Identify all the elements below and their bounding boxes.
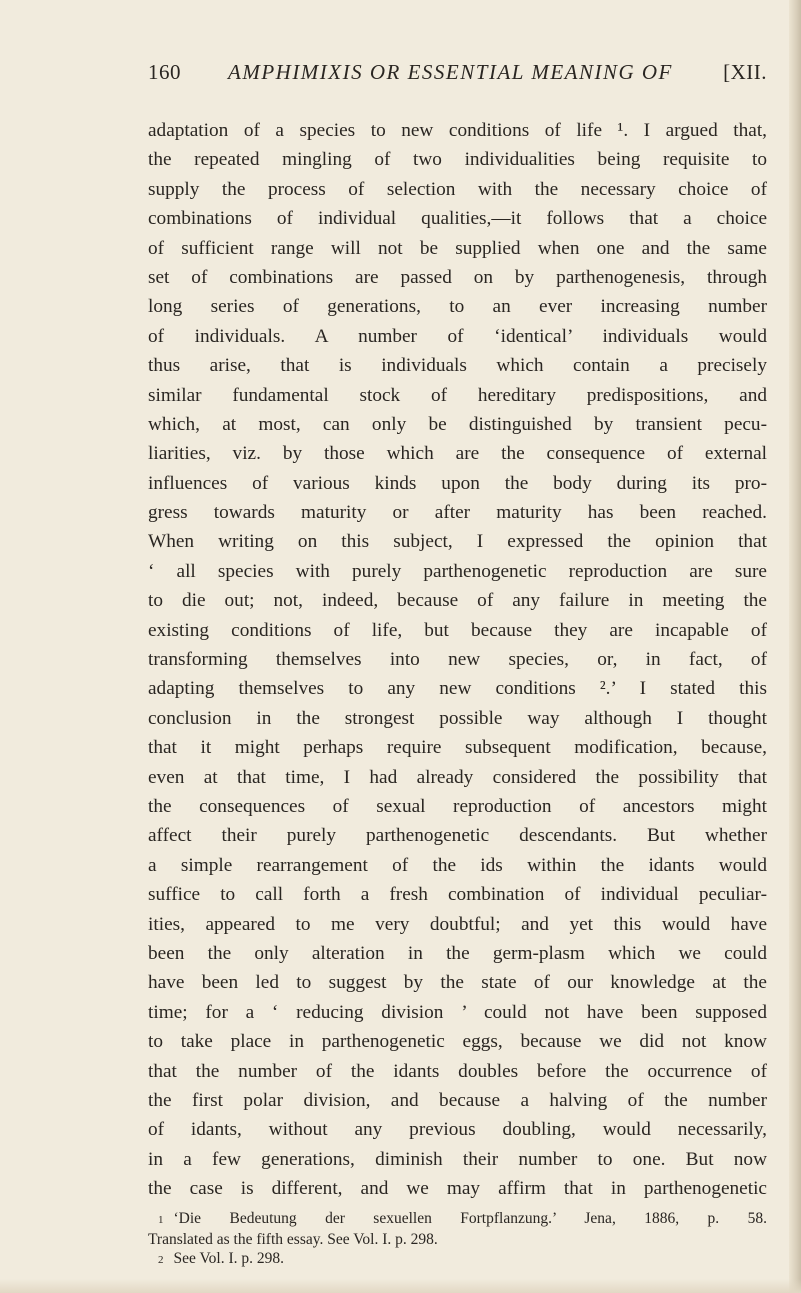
text-line: set of combinations are passed on by parthenogenesis, through (148, 266, 767, 288)
book-page (148, 60, 767, 1270)
text-line: existing conditions of life, but because they are incapable of (148, 619, 767, 641)
text-line: adaptation of a species to new conditions of life ¹. I argued that, (148, 120, 767, 141)
text-line: of sufficient range will not be supplied when one and the same (148, 237, 767, 259)
footnote-1 (148, 1209, 767, 1230)
text-line: that it might perhaps require subsequent modification, because, (148, 737, 767, 759)
text-line: affect their purely parthenogenetic descendants. But whether (148, 825, 767, 847)
running-header (148, 60, 767, 90)
text-line: long series of generations, to an ever increasing number (148, 296, 767, 318)
text-line: supply the process of selection with the necessary choice of (148, 178, 767, 200)
text-line: the case is different, and we may affirm that in parthenogenetic (148, 1178, 767, 1200)
text-line: in a few generations, diminish their number to one. But now (148, 1148, 767, 1170)
text-line: liarities, viz. by those which are the consequence of external (148, 443, 767, 465)
text-line: a simple rearrangement of the ids within the idants would (148, 854, 767, 876)
text-line: gress towards maturity or after maturity has been reached. (148, 502, 767, 524)
text-line: ities, appeared to me very doubtful; and yet this would have (148, 913, 767, 935)
text-line: that the number of the idants doubles before the occurrence of (148, 1060, 767, 1082)
running-title: AMPHIMIXIS OR ESSENTIAL MEANING OF (228, 60, 673, 84)
body-text (148, 116, 767, 1203)
footnote-1-text: ‘Die Bedeutung der sexuellen Fortpflanzung.’ Jena, 1886, p. 58. (173, 1210, 767, 1228)
text-line: adapting themselves to any new conditions ².’ I stated this (148, 678, 767, 700)
text-line: ‘ all species with purely parthenogenetic reproduction are sure (148, 560, 767, 582)
text-line: thus arise, that is individuals which contain a precisely (148, 355, 767, 377)
text-line: influences of various kinds upon the body during its pro- (148, 472, 767, 494)
text-line: the first polar division, and because a halving of the number (148, 1089, 767, 1111)
text-line: the consequences of sexual reproduction of ancestors might (148, 795, 767, 817)
text-line: of idants, without any previous doubling, would necessarily, (148, 1119, 767, 1141)
footnote-1-mark: 1 (158, 1214, 164, 1227)
text-line: to take place in parthenogenetic eggs, because we did not know (148, 1031, 767, 1053)
footnotes (148, 1209, 767, 1270)
text-line: transforming themselves into new species, or, in fact, of (148, 649, 767, 671)
footnote-2-text: See Vol. I. p. 298. (173, 1250, 285, 1268)
text-line: of individuals. A number of ‘identical’ individuals would (148, 325, 767, 347)
footnote-2 (148, 1249, 767, 1270)
page-number: 160 (148, 60, 181, 84)
text-line: which, at most, can only be distinguished by transient pecu- (148, 413, 767, 435)
text-line: have been led to suggest by the state of our knowledge at the (148, 972, 767, 994)
chapter-number: [XII. (723, 60, 767, 84)
text-line: even at that time, I had already considered the possibility that (148, 766, 767, 788)
text-line: the repeated mingling of two individualities being requisite to (148, 149, 767, 171)
scan-edge-bottom (0, 1279, 801, 1293)
text-line: similar fundamental stock of hereditary predispositions, and (148, 384, 767, 406)
text-line: suffice to call forth a fresh combination of individual peculiar- (148, 884, 767, 906)
text-line: When writing on this subject, I expressed the opinion that (148, 531, 767, 553)
scan-edge-right (789, 0, 801, 1293)
text-line: combinations of individual qualities,—it follows that a choice (148, 208, 767, 230)
text-line: time; for a ‘ reducing division ’ could not have been supposed (148, 1001, 767, 1023)
text-line: conclusion in the strongest possible way although I thought (148, 707, 767, 729)
footnote-1-continuation: Translated as the fifth essay. See Vol. I. p. 298. (148, 1231, 438, 1249)
text-line: to die out; not, indeed, because of any failure in meeting the (148, 590, 767, 612)
text-line: been the only alteration in the germ-plasm which we could (148, 942, 767, 964)
footnote-2-mark: 2 (158, 1254, 164, 1267)
